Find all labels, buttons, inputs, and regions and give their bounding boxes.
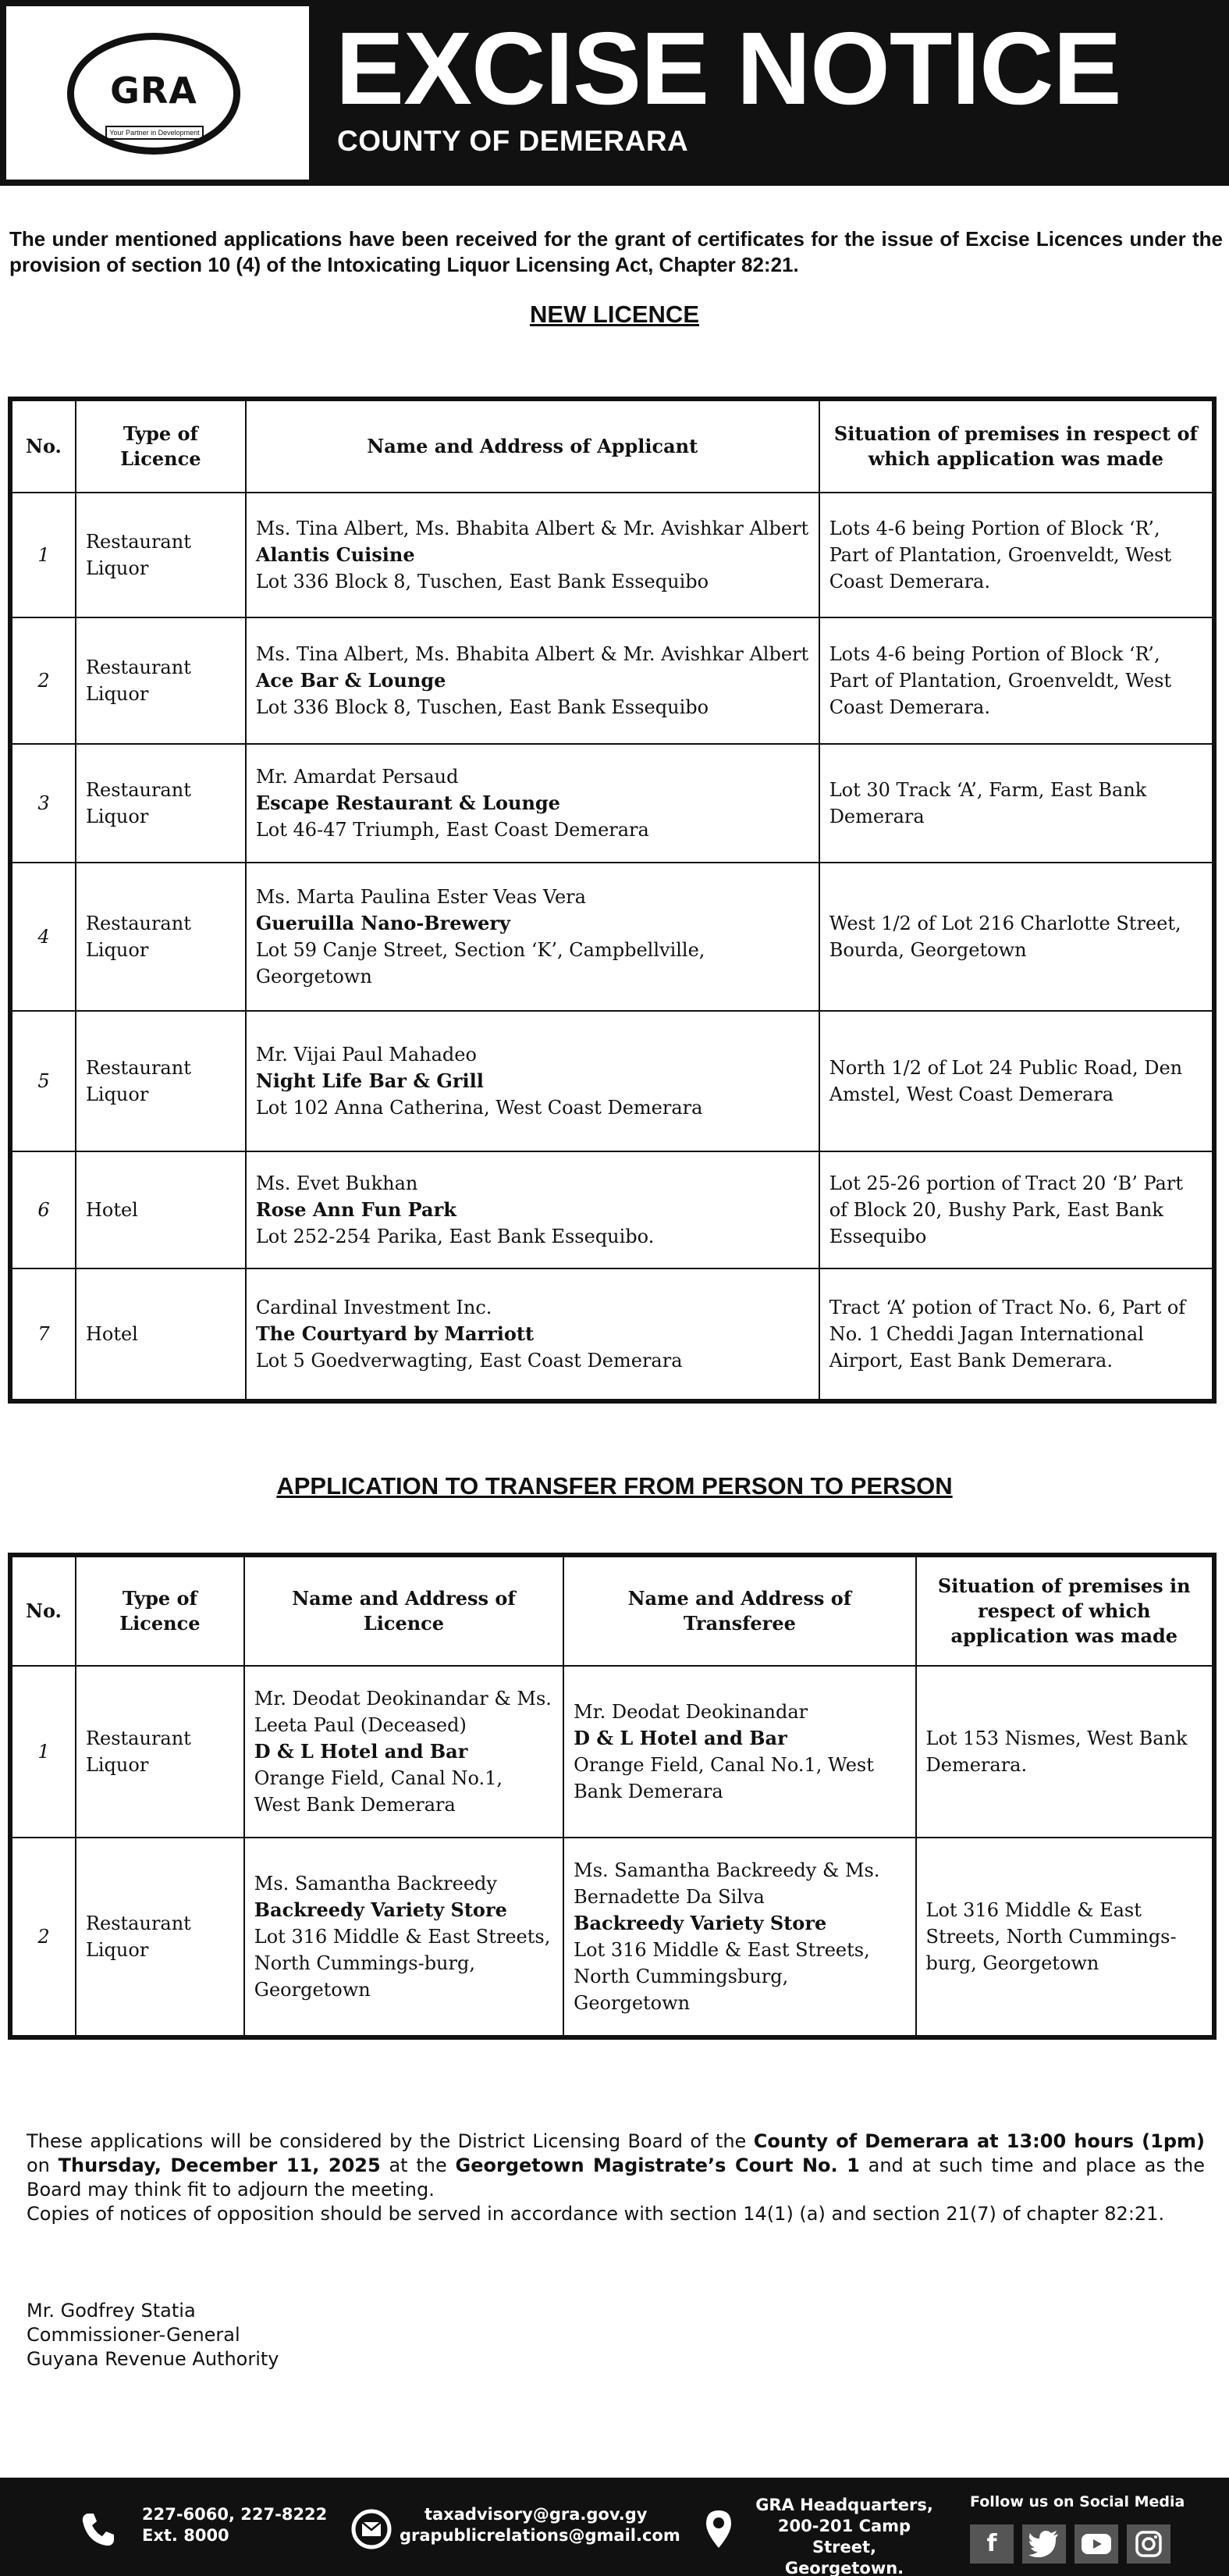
- business-name: Backreedy Variety Store: [574, 1912, 827, 1934]
- hq-line: Georgetown.: [784, 2559, 904, 2576]
- applicant-names: Ms. Marta Paulina Ester Veas Vera: [255, 886, 586, 908]
- col-header-licence: Name and Address of Licence: [244, 1557, 563, 1666]
- transferee-names: Ms. Samantha Backreedy & Ms. Bernadette Da Silva: [574, 1859, 880, 1908]
- applicant-names: Ms. Tina Albert, Ms. Bhabita Albert & Mr. Avishkar Albert: [255, 518, 809, 539]
- licence-type: [76, 744, 246, 863]
- hearing-details: [27, 2129, 1205, 2226]
- applicant-cell: [246, 1011, 819, 1151]
- opposition-notice: Copies of notices of opposition should be served in accordance with section 14(1) (a) and section 21(7) of chapter 82:21.: [27, 2203, 1165, 2225]
- applicant-names: Mr. Amardat Persaud: [255, 766, 459, 788]
- col-header-premises: Situation of premises in respect of which application was made: [819, 400, 1213, 493]
- applicant-address: Lot 336 Block 8, Tuschen, East Bank Essequibo: [255, 696, 709, 718]
- hearing-text: on: [27, 2154, 59, 2176]
- signatory-org: Guyana Revenue Authority: [27, 2348, 279, 2370]
- row-number: 2: [12, 617, 76, 744]
- new-licence-heading: NEW LICENCE: [530, 301, 699, 328]
- table-header-row: [12, 1557, 1213, 1666]
- premises-cell: Lots 4-6 being Portion of Block ‘R’, Part of Plantation, Groenveldt, West Coast Demerara.: [819, 617, 1213, 744]
- signature-block: [27, 2299, 279, 2371]
- twitter-icon[interactable]: [1022, 2524, 1066, 2564]
- licence-type-line: Liquor: [85, 1939, 149, 1961]
- phone-icon: [76, 2507, 120, 2551]
- licence-type: [76, 863, 246, 1011]
- transfer-table: [11, 1556, 1213, 2037]
- applicant-address: Lot 46-47 Triumph, East Coast Demerara: [255, 819, 649, 841]
- licence-holder-address: Lot 316 Middle & East Streets, North Cummings-burg, Georgetown: [254, 1926, 551, 2001]
- licence-type-line: Restaurant: [85, 913, 191, 934]
- logo-letters: GRA: [110, 69, 197, 112]
- row-number: 4: [12, 863, 76, 1011]
- applicant-names: Cardinal Investment Inc.: [255, 1297, 492, 1318]
- hq-line: 200-201 Camp Street,: [777, 2517, 911, 2556]
- licence-holder-address: Orange Field, Canal No.1, West Bank Demerara: [254, 1767, 503, 1816]
- premises-cell: Lots 4-6 being Portion of Block ‘R’, Part of Plantation, Groenveldt, West Coast Demerara.: [819, 493, 1213, 617]
- applicant-names: Mr. Vijai Paul Mahadeo: [255, 1044, 477, 1066]
- applicant-cell: [246, 863, 819, 1011]
- applicant-cell: [246, 617, 819, 744]
- transferee-cell: [563, 1666, 915, 1838]
- licence-type-line: Restaurant: [85, 656, 191, 678]
- row-number: 5: [12, 1011, 76, 1151]
- gra-logo: [6, 6, 309, 180]
- hearing-venue: Georgetown Magistrate’s Court No. 1: [455, 2154, 860, 2176]
- licence-type: [76, 1011, 246, 1151]
- social-heading: Follow us on Social Media: [970, 2493, 1185, 2510]
- phone-numbers: [142, 2504, 327, 2546]
- col-header-premises: Situation of premises in respect of which application was made: [916, 1557, 1213, 1666]
- business-name: Gueruilla Nano-Brewery: [255, 912, 511, 934]
- licence-type-line: Liquor: [85, 939, 149, 961]
- phone-line: 227-6060, 227-8222: [142, 2505, 328, 2524]
- licence-type-line: Restaurant: [85, 531, 191, 553]
- applicant-address: Lot 252-254 Parika, East Bank Essequibo.: [255, 1226, 655, 1247]
- business-name: Ace Bar & Lounge: [255, 669, 446, 692]
- hearing-text: and at such time and place as the Board may think fit to adjourn the meeting.: [27, 2154, 1206, 2201]
- table-row: [12, 1268, 1213, 1400]
- table-header-row: [12, 400, 1213, 493]
- business-name: Escape Restaurant & Lounge: [255, 792, 560, 814]
- col-header-no: No.: [12, 400, 76, 493]
- col-header-applicant: Name and Address of Applicant: [246, 400, 819, 493]
- licence-holder-names: Mr. Deodat Deokinandar & Ms. Leeta Paul (Deceased): [254, 1688, 552, 1736]
- licence-type: [76, 1838, 244, 2036]
- row-number: 2: [12, 1838, 76, 2036]
- hq-line: GRA Headquarters,: [755, 2496, 933, 2514]
- premises-cell: North 1/2 of Lot 24 Public Road, Den Amstel, West Coast Demerara: [819, 1011, 1213, 1151]
- row-number: 1: [12, 493, 76, 617]
- location-icon: [697, 2507, 741, 2551]
- applicant-cell: [246, 1151, 819, 1268]
- hq-address: [751, 2495, 938, 2576]
- col-header-transferee: Name and Address of Transferee: [563, 1557, 915, 1666]
- signatory-name: Mr. Godfrey Statia: [27, 2300, 196, 2322]
- licence-type: [76, 617, 246, 744]
- hearing-county: County of Demerara at 13:00 hours (1pm): [753, 2130, 1205, 2152]
- premises-cell: West 1/2 of Lot 216 Charlotte Street, Bourda, Georgetown: [819, 863, 1213, 1011]
- business-name: D & L Hotel and Bar: [254, 1740, 468, 1763]
- row-number: 6: [12, 1151, 76, 1268]
- contact-footer: [0, 2478, 1229, 2576]
- row-number: 1: [12, 1666, 76, 1838]
- licence-type-line: Liquor: [85, 557, 149, 579]
- col-header-type: Type of Licence: [76, 400, 246, 493]
- licence-type-line: Hotel: [85, 1199, 138, 1221]
- licence-type: [76, 1151, 246, 1268]
- licence-type-line: Restaurant: [85, 1727, 191, 1749]
- licence-holder-names: Ms. Samantha Backreedy: [254, 1873, 497, 1895]
- licence-type-line: Liquor: [85, 1754, 149, 1776]
- licence-type: [76, 1666, 244, 1838]
- youtube-icon[interactable]: [1074, 2524, 1118, 2564]
- applicant-address: Lot 59 Canje Street, Section ‘K’, Campbellville, Georgetown: [255, 939, 705, 987]
- phone-ext: Ext. 8000: [142, 2526, 229, 2545]
- business-name: D & L Hotel and Bar: [574, 1727, 787, 1749]
- transferee-cell: [563, 1838, 915, 2036]
- page-subtitle: COUNTY OF DEMERARA: [337, 125, 689, 157]
- licence-type: [76, 493, 246, 617]
- applicant-names: Ms. Evet Bukhan: [255, 1172, 418, 1194]
- page-title: EXCISE NOTICE: [336, 11, 1121, 126]
- email-icon: [350, 2507, 393, 2551]
- table-row: [12, 744, 1213, 863]
- email-addresses: [400, 2504, 680, 2546]
- table-row: [12, 1151, 1213, 1268]
- transferee-address: Lot 316 Middle & East Streets, North Cummingsburg, Georgetown: [574, 1939, 870, 2014]
- signatory-title: Commissioner-General: [27, 2324, 240, 2346]
- premises-cell: Lot 30 Track ‘A’, Farm, East Bank Demerara: [819, 744, 1213, 863]
- col-header-no: No.: [12, 1557, 76, 1666]
- business-name: Night Life Bar & Grill: [255, 1069, 484, 1092]
- applicant-cell: [246, 744, 819, 863]
- transferee-address: Orange Field, Canal No.1, West Bank Demerara: [574, 1754, 874, 1802]
- premises-cell: Lot 316 Middle & East Streets, North Cummings-burg, Georgetown: [916, 1838, 1213, 2036]
- header-banner: [0, 0, 1229, 186]
- premises-cell: Lot 153 Nismes, West Bank Demerara.: [916, 1666, 1213, 1838]
- hearing-text: at the: [380, 2154, 456, 2176]
- licence-type-line: Liquor: [85, 1083, 149, 1105]
- licence-type-line: Liquor: [85, 806, 149, 827]
- intro-paragraph: The under mentioned applications have been received for the grant of certificates for the issue of Excise Licences under the provision of section 10 (4) of the Intoxicating Liquor Licensing Act, Chapter 82:21.: [9, 227, 1223, 276]
- table-row: [12, 863, 1213, 1011]
- premises-cell: Tract ‘A’ potion of Tract No. 6, Part of No. 1 Cheddi Jagan International Airport, East Bank Demerara.: [819, 1268, 1213, 1400]
- logo-ring: [67, 33, 240, 155]
- applicant-address: Lot 102 Anna Catherina, West Coast Demerara: [255, 1097, 703, 1119]
- logo-tagline: Your Partner in Development: [105, 126, 204, 140]
- licence-type-line: Restaurant: [85, 1057, 191, 1079]
- hearing-date: Thursday, December 11, 2025: [58, 2154, 381, 2176]
- licence-type-line: Restaurant: [85, 1912, 191, 1934]
- licence-type-line: Restaurant: [85, 779, 191, 801]
- licence-holder-cell: [244, 1838, 563, 2036]
- licence-type-line: Hotel: [85, 1323, 138, 1345]
- applicant-cell: [246, 493, 819, 617]
- table-row: [12, 617, 1213, 744]
- table-row: [12, 1666, 1213, 1838]
- business-name: The Courtyard by Marriott: [255, 1322, 535, 1345]
- applicant-address: Lot 5 Goedverwagting, East Coast Demerara: [255, 1350, 683, 1372]
- licence-holder-cell: [244, 1666, 563, 1838]
- instagram-icon[interactable]: [1127, 2524, 1170, 2564]
- transferee-names: Mr. Deodat Deokinandar: [574, 1701, 808, 1723]
- business-name: Alantis Cuisine: [255, 543, 415, 566]
- row-number: 7: [12, 1268, 76, 1400]
- business-name: Rose Ann Fun Park: [255, 1198, 456, 1221]
- transfer-heading: APPLICATION TO TRANSFER FROM PERSON TO PERSON: [276, 1472, 953, 1500]
- licence-type-line: Liquor: [85, 683, 149, 705]
- email-line: grapublicrelations@gmail.com: [400, 2526, 680, 2545]
- new-licence-table: [11, 400, 1213, 1400]
- hearing-text: These applications will be considered by the District Licensing Board of the: [27, 2130, 754, 2152]
- row-number: 3: [12, 744, 76, 863]
- col-header-type: Type of Licence: [76, 1557, 244, 1666]
- applicant-names: Ms. Tina Albert, Ms. Bhabita Albert & Mr. Avishkar Albert: [255, 643, 809, 665]
- facebook-icon[interactable]: f: [970, 2524, 1014, 2564]
- applicant-cell: [246, 1268, 819, 1400]
- table-row: [12, 493, 1213, 617]
- premises-cell: Lot 25-26 portion of Tract 20 ‘B’ Part of Block 20, Bushy Park, East Bank Essequibo: [819, 1151, 1213, 1268]
- licence-type: [76, 1268, 246, 1400]
- table-row: [12, 1011, 1213, 1151]
- email-line: taxadvisory@gra.gov.gy: [424, 2505, 648, 2524]
- applicant-address: Lot 336 Block 8, Tuschen, East Bank Essequibo: [255, 571, 709, 592]
- table-row: [12, 1838, 1213, 2036]
- business-name: Backreedy Variety Store: [254, 1898, 507, 1921]
